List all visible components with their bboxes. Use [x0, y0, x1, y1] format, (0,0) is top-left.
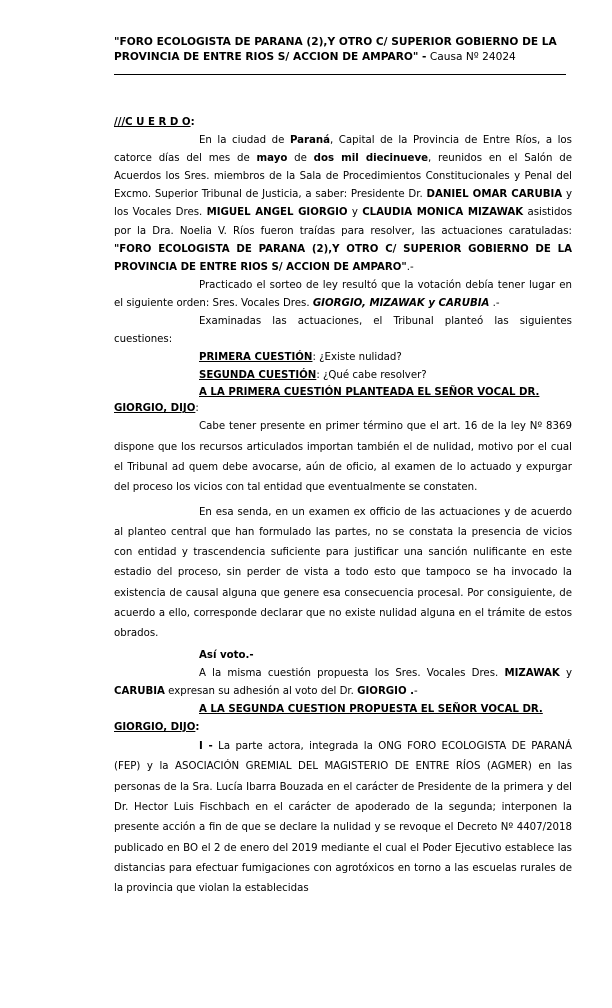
vote-line: Así voto.- — [199, 649, 254, 661]
paragraph-parte-actora: I - La parte actora, integrada la ONG FORO ECOLOGISTA DE PARANÁ (FEP) y la ASOCIACIÓN GREMIAL DEL MAGISTERIO DE ENTRE RÍOS (AGMER) en las personas de la Sra. Lucía Ibarra Bouzada en el carácter de Presidente de la primera y del Dr. Hector Luis Fischbach en el carácter de apoderado de la segunda; interponen la presente acción a fin de que se declare la nulidad y se revoque el Decreto Nº 4407/2018 publicado en BO el 2 de enero del 2019 mediante el cual el Poder Ejecutivo establece las distancias para efectuar fumigaciones con agrotóxicos en torno a las escuelas rurales de la provincia que violan la establecidas — [114, 741, 572, 895]
heading-second-question-dijo: GIORGIO, DIJO: — [114, 722, 200, 734]
document-body — [114, 114, 572, 900]
paragraph-sorteo: Practicado el sorteo de ley resultó que la votación debía tener lugar en el siguiente orden: Sres. Vocales Dres. GIORGIO, MIZAWAK y CARUBIA .- — [114, 279, 572, 309]
case-header — [114, 35, 572, 65]
paragraph-intro: En la ciudad de Paraná, Capital de la Provincia de Entre Ríos, a los catorce días del mes de mayo de dos mil diecinueve, reunidos en el Salón de Acuerdos los Sres. miembros de la Sala de Procedimientos Constitucionales y Penal del Excmo. Superior Tribunal de Justicia, a saber: Presidente Dr. DANIEL OMAR CARUBIA y los Vocales Dres. MIGUEL ANGEL GIORGIO y CLAUDIA MONICA MIZAWAK asistidos por la Dra. Noelia V. Ríos fueron traídas para resolver, las actuaciones caratuladas: "FORO ECOLOGISTA DE PARANA (2),Y OTRO C/ SUPERIOR GOBIERNO DE LA PROVINCIA DE ENTRE RIOS S/ ACCION DE AMPARO".- — [114, 135, 573, 273]
heading-first-question-dijo: GIORGIO, DIJO: — [114, 403, 199, 415]
question-second: SEGUNDA CUESTIÓN: ¿Qué cabe resolver? — [199, 370, 427, 382]
paragraph-nulidad: Cabe tener presente en primer término que el art. 16 de la ley Nº 8369 dispone que los recursos articulados importan también el de nulidad, motivo por el cual el Tribunal ad quem debe avocarse, aún de oficio, al examen de lo actuado y expurgar del proceso los vicios con tal entidad que eventualmente se constaten. — [114, 421, 572, 494]
acuerdo-title: ///C U E R D O: — [114, 117, 195, 128]
paragraph-examen: En esa senda, en un examen ex officio de las actuaciones y de acuerdo al planteo central que han formulado las partes, no se constata la presencia de vicios con entidad y trascendencia suficiente para justificar una sanción nulificante en este estadio del proceso, sin perder de vista a todo esto que tampoco se ha invocado la existencia de causal alguna que genere esa consecuencia procesal. Por consiguiente, de acuerdo a ello, corresponde declarar que no existe nulidad alguna en el trámite de estos obrados. — [114, 506, 572, 640]
heading-second-question: A LA SEGUNDA CUESTION PROPUESTA EL SEÑOR VOCAL DR. — [199, 703, 543, 715]
case-title: "FORO ECOLOGISTA DE PARANA (2),Y OTRO C/ SUPERIOR GOBIERNO DE LA PROVINCIA DE ENTRE RIOS S/ ACCION DE AMPARO" - — [114, 36, 557, 63]
paragraph-adhesion: A la misma cuestión propuesta los Sres. Vocales Dres. MIZAWAK y CARUBIA expresan su adhesión al voto del Dr. GIORGIO .- — [114, 667, 572, 697]
heading-first-question: A LA PRIMERA CUESTIÓN PLANTEADA EL SEÑOR VOCAL DR. — [199, 387, 540, 399]
case-number: Causa Nº 24024 — [426, 51, 516, 63]
paragraph-cuestiones: Examinadas las actuaciones, el Tribunal planteó las siguientes cuestiones: — [114, 316, 572, 346]
question-first: PRIMERA CUESTIÓN: ¿Existe nulidad? — [199, 352, 402, 364]
header-divider — [114, 74, 566, 75]
